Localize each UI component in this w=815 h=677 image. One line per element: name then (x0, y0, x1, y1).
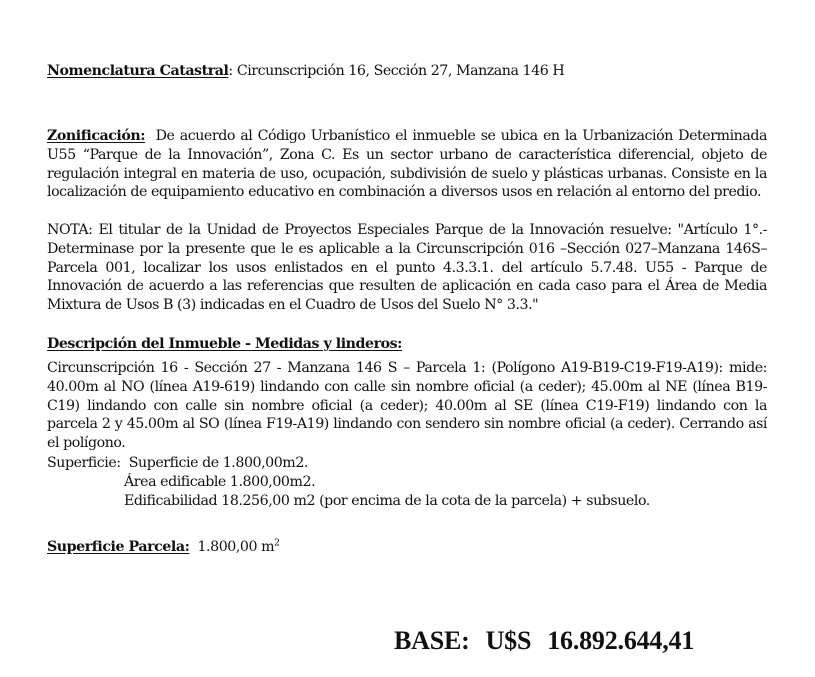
zonificacion-label: Zonificación: (47, 128, 146, 144)
superficie-parcela-unit-superscript: 2 (274, 538, 280, 549)
base-label: BASE: (394, 626, 470, 655)
superficie-parcela-value: 1.800,00 m (197, 539, 275, 555)
descripcion-text: Circunscripción 16 - Sección 27 - Manzana 146 S – Parcela 1: (Polígono A19-B19-C19-F19-A19): mide: 40.00m al NO (línea A19-619) lindando con calle sin nombre oficial (a ceder); 45.00m al NE (línea B19-C19) lindando con calle sin nombre oficial (a ceder); 40.00m al SE (línea C19-F19) lindando con la parcela 2 y 45.00m al SO (línea F19-A19) lindando con sendero sin nombre oficial (a ceder). Cerrando así el polígono. (47, 360, 767, 452)
superficie-line (47, 454, 767, 473)
nomenclatura-colon: : (228, 63, 233, 79)
superficie-parcela-line (47, 538, 767, 557)
nomenclatura-label: Nomenclatura Catastral (47, 63, 229, 79)
base-price (394, 624, 694, 658)
nomenclatura-value: Circunscripción 16, Sección 27, Manzana 146 H (232, 63, 565, 79)
superficie-details (47, 454, 767, 510)
descripcion-heading-line (47, 335, 767, 354)
nota-paragraph (47, 221, 767, 315)
area-edificable: Área edificable 1.800,00m2. (124, 473, 316, 490)
descripcion-heading: Descripción del Inmueble - Medidas y linderos: (47, 336, 402, 352)
superficie-parcela-label: Superficie Parcela: (47, 539, 190, 555)
zonificacion-paragraph (47, 127, 767, 202)
base-amount: 16.892.644,41 (547, 626, 695, 655)
zonificacion-text: De acuerdo al Código Urbanístico el inmueble se ubica en la Urbanización Determinada U55 “Parque de la Innovación”, Zona C. Es un sector urbano de característica diferencial, objeto de regulación integral en materia de uso, ocupación, subdivisión de suelo y plásticas urbanas. Consiste en la localización de equipamiento educativo en combinación a diversos usos en relación al entorno del predio. (47, 128, 767, 201)
descripcion-paragraph (47, 359, 767, 453)
superficie-label: Superficie: (47, 455, 121, 471)
superficie-value: Superficie de 1.800,00m2. (128, 455, 308, 471)
nomenclatura-line (47, 62, 767, 81)
nota-text: NOTA: El titular de la Unidad de Proyectos Especiales Parque de la Innovación resuelve: "Artículo 1°.- Determinase por la presente que le es aplicable a la Circunscripción 016 –Sección 027–Manzana 146S–Parcela 001, localizar los usos enlistados en el punto 4.3.3.1. del artículo 5.7.48. U55 - Parque de Innovación de acuerdo a las referencias que resulten de aplicación en cada caso para el Área de Media Mixtura de Usos B (3) indicadas en el Cuadro de Usos del Suelo N° 3.3." (47, 222, 767, 314)
edificabilidad: Edificabilidad 18.256,00 m2 (por encima de la cota de la parcela) + subsuelo. (124, 492, 650, 509)
base-currency: U$S (485, 626, 532, 655)
